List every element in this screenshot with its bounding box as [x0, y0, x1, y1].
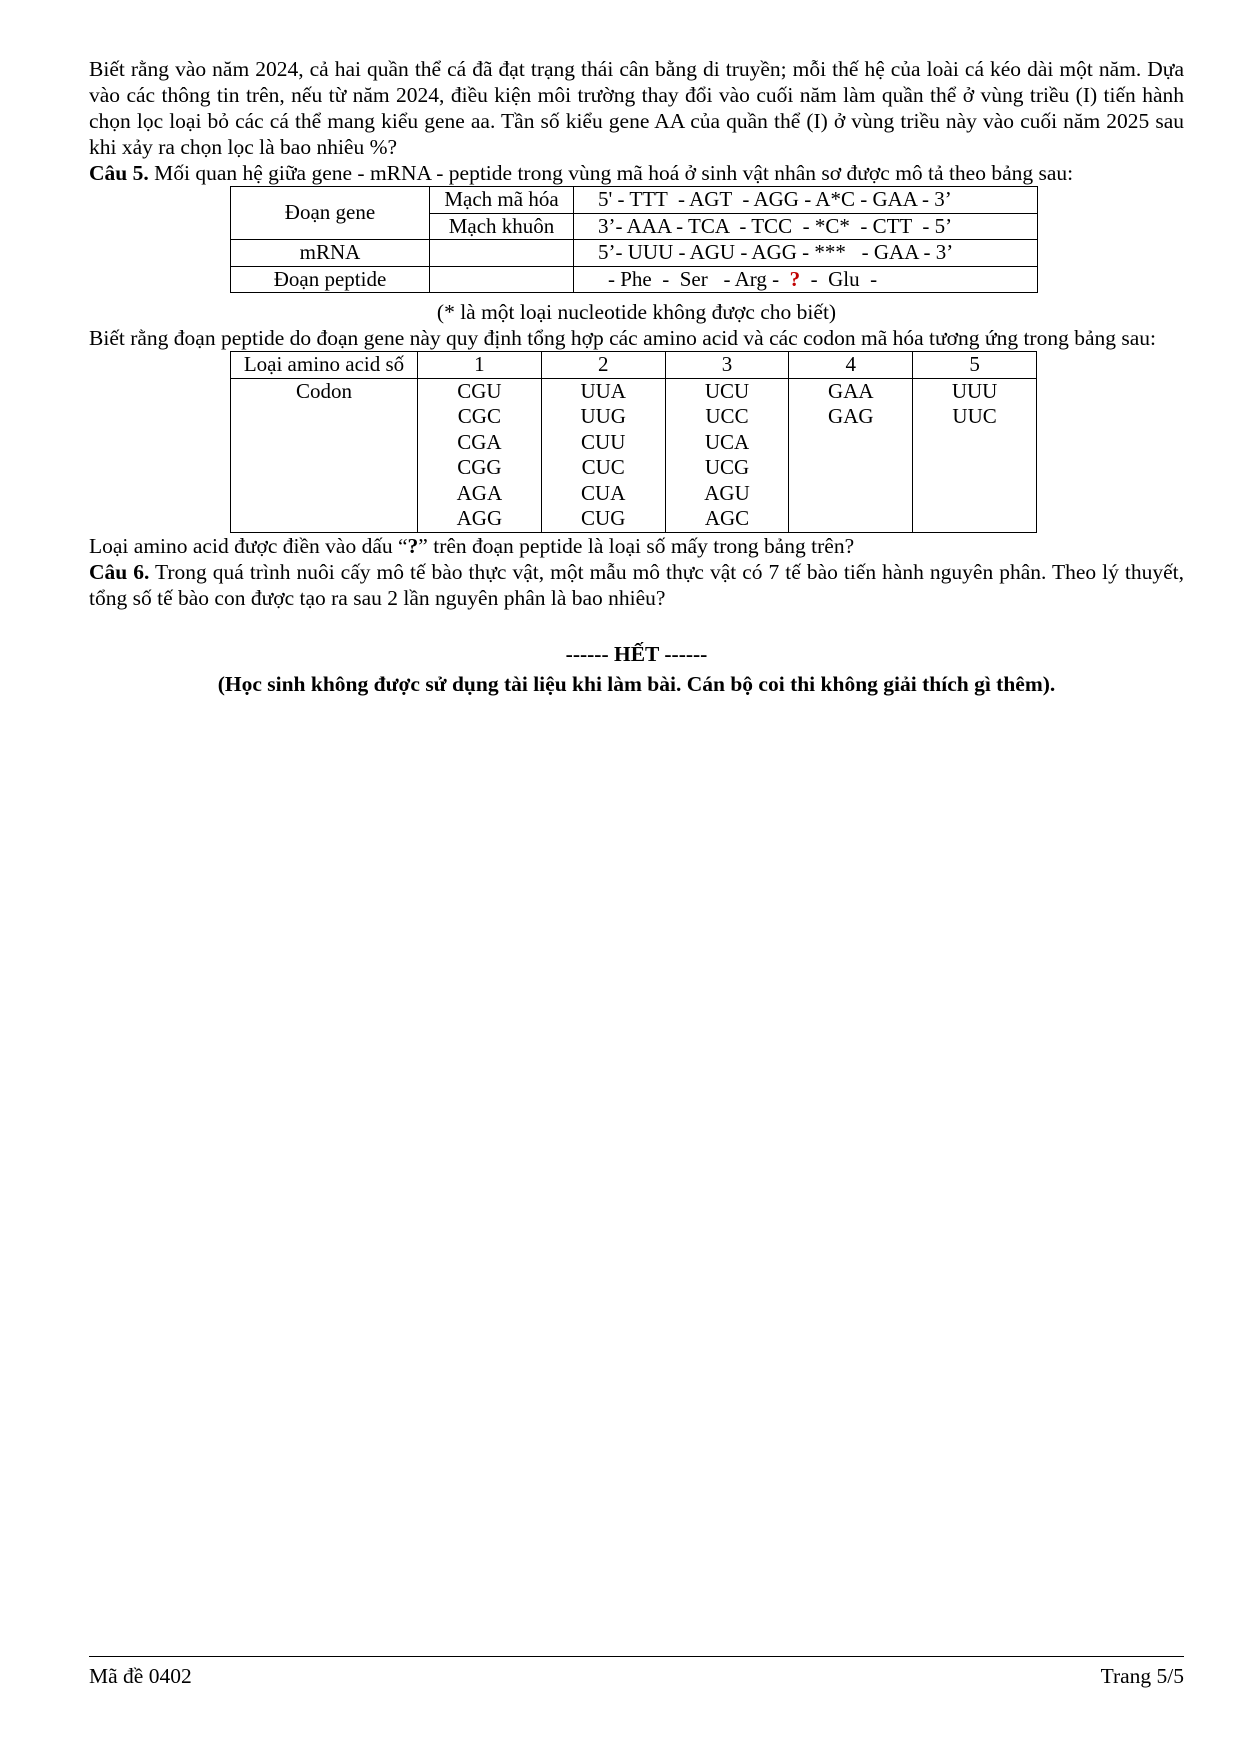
codon: CGU — [457, 378, 502, 403]
codon: GAG — [828, 404, 874, 428]
question-6-text: Trong quá trình nuôi cấy mô tế bào thực vật, một mẫu mô thực vật có 7 tế bào tiến hành nguyên phân. Theo lý thuyết, tổng số tế bào con được tạo ra sau 2 lần nguyên phân là bao nhiêu? — [89, 559, 1185, 610]
codon-list-3 — [665, 378, 789, 532]
peptide-seq — [574, 266, 1038, 293]
question-5-ask-end: ” trên đoạn peptide là loại số mấy trong bảng trên? — [418, 533, 855, 558]
codon: AGU — [704, 480, 750, 505]
question-6-label: Câu 6. — [89, 559, 150, 584]
codon: AGG — [456, 506, 503, 530]
coding-strand-label: Mạch mã hóa — [430, 187, 574, 214]
end-marker: ------ HẾT ------ — [565, 641, 708, 666]
gene-mrna-peptide-table — [230, 186, 1038, 293]
coding-strand-seq: 5' - TTT - AGT - AGG - A*C - GAA - 3’ — [574, 187, 1038, 214]
peptide-label: Đoạn peptide — [231, 266, 430, 293]
question-5-text: Mối quan hệ giữa gene - mRNA - peptide trong vùng mã hoá ở sinh vật nhân sơ được mô tả theo bảng sau: — [154, 161, 1074, 185]
codon: UCC — [705, 404, 749, 428]
amino-acid-number: 5 — [913, 352, 1037, 379]
empty-cell — [430, 240, 574, 267]
peptide-unknown: ? — [789, 266, 801, 291]
gene-label: Đoạn gene — [231, 187, 430, 240]
codon: CUU — [581, 429, 626, 454]
codon-list-2 — [541, 378, 665, 532]
question-5-label: Câu 5. — [89, 161, 149, 185]
end-note: (Học sinh không được sử dụng tài liệu khi làm bài. Cán bộ coi thi không giải thích gì thêm). — [217, 671, 1056, 696]
question-5-ask-start: Loại amino acid được điền vào dấu “ — [89, 533, 408, 558]
mrna-label: mRNA — [231, 240, 430, 267]
empty-cell — [430, 266, 574, 293]
question-5-text2: Biết rằng đoạn peptide do đoạn gene này quy định tổng hợp các amino acid và các codon mã hóa tương ứng trong bảng sau: — [89, 326, 1157, 350]
peptide-seq-end: - Glu - — [800, 266, 878, 291]
codon-list-5 — [913, 378, 1037, 532]
amino-acid-number: 2 — [541, 352, 665, 379]
codon: AGC — [704, 506, 750, 530]
codon: UUU — [951, 378, 998, 403]
codon: GAA — [828, 378, 874, 403]
intro-paragraph: Biết rằng vào năm 2024, cả hai quần thể cá đã đạt trạng thái cân bằng di truyền; mỗi thế hệ của loài cá kéo dài một năm. Dựa vào các thông tin trên, nếu từ năm 2024, điều kiện môi trường thay đổi vào cuối năm làm quần thể ở vùng triều (I) tiến hành chọn lọc loại bỏ các cá thể mang kiểu gene aa. Tần số kiểu gene AA của quần thể (I) ở vùng triều này vào cuối năm 2025 sau khi xảy ra chọn lọc là bao nhiêu %? — [89, 57, 1184, 159]
codon: CUG — [581, 506, 626, 530]
codon-list-4 — [789, 378, 913, 532]
amino-acid-codon-table — [230, 351, 1037, 533]
template-strand-seq: 3’- AAA - TCA - TCC - *C* - CTT - 5’ — [574, 213, 1038, 240]
page-number: Trang 5/5 — [1100, 1664, 1184, 1688]
template-strand-label: Mạch khuôn — [430, 213, 574, 240]
codon: CUA — [581, 480, 626, 505]
question-6 — [89, 559, 1184, 611]
question-mark: ? — [407, 533, 419, 558]
document-body — [89, 56, 1184, 697]
codon-list-1 — [418, 378, 542, 532]
codon: UUC — [952, 404, 997, 428]
codon: UUA — [580, 378, 626, 403]
codon: CUC — [581, 455, 625, 479]
page-footer — [89, 1656, 1184, 1689]
codon: AGA — [456, 480, 503, 505]
question-5-ask — [89, 533, 1184, 559]
amino-acid-number: 4 — [789, 352, 913, 379]
question-5 — [89, 160, 1184, 186]
mrna-seq: 5’- UUU - AGU - AGG - *** - GAA - 3’ — [574, 240, 1038, 267]
table-caption: (* là một loại nucleotide không được cho biết) — [436, 300, 837, 324]
codon: CGA — [457, 429, 502, 454]
amino-acid-number: 3 — [665, 352, 789, 379]
codon: UCU — [704, 378, 750, 403]
peptide-seq-start: - Phe - Ser - Arg - — [608, 266, 790, 291]
codon-label: Codon — [231, 378, 418, 532]
codon: CGG — [457, 455, 502, 479]
codon: UUG — [580, 404, 626, 428]
codon: UCG — [704, 455, 750, 479]
amino-acid-header: Loại amino acid số — [231, 352, 418, 379]
amino-acid-number: 1 — [418, 352, 542, 379]
codon: UCA — [704, 429, 750, 454]
exam-code: Mã đề 0402 — [89, 1664, 192, 1688]
codon: CGC — [457, 404, 501, 428]
